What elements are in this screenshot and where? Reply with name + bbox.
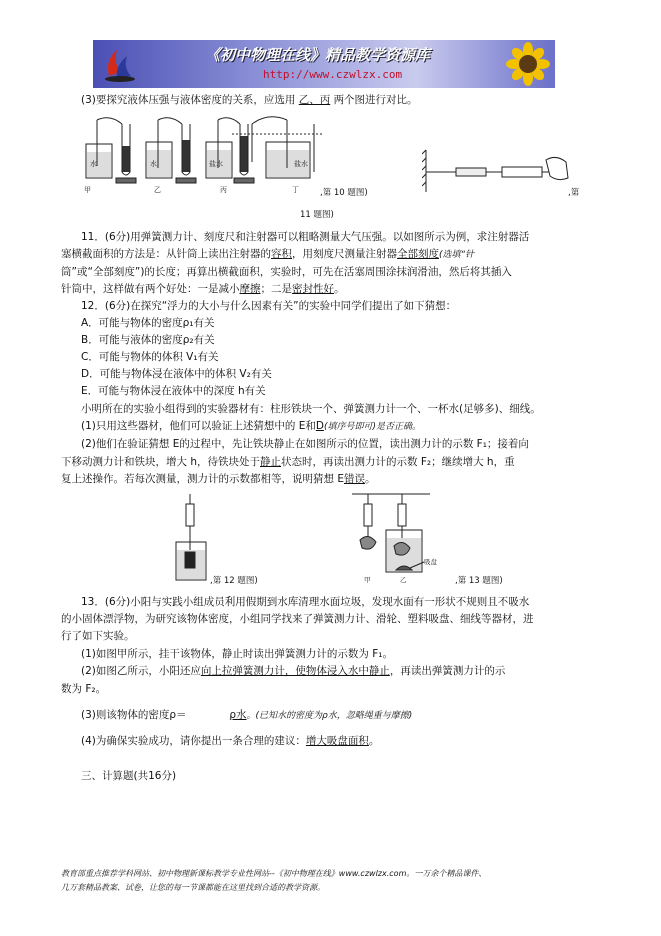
q13-line8: (4)为确保实验成功，请你提出一条合理的建议：增大吸盘面积。 bbox=[81, 735, 380, 747]
fig-label: 甲 bbox=[364, 577, 371, 584]
liquid-label: 盐水 bbox=[209, 161, 223, 168]
answer-blank: 摩擦 bbox=[239, 283, 261, 295]
q13-figure bbox=[350, 492, 450, 584]
q13-line1: 13．(6分)小阳与实践小组成员利用假期到水库清理水面垃圾，发现水面有一形状不规则且不吸水 bbox=[81, 596, 530, 608]
site-banner bbox=[93, 40, 555, 88]
q12-option-d: D．可能与物体浸在液体中的体积 V₂有关 bbox=[81, 368, 272, 380]
liquid-label: 盐水 bbox=[294, 161, 308, 168]
liquid-label: 水 bbox=[90, 161, 97, 168]
footer-line1: 教育部重点推荐学科网站、初中物理新课标教学专业性网站--《初中物理在线》www.czwlzx.com。一万余个精品课件、 bbox=[61, 869, 487, 878]
answer-blank: 静止 bbox=[260, 456, 281, 468]
q12-option-b: B．可能与液体的密度ρ₂有关 bbox=[81, 334, 215, 346]
q13-line4: (1)如图甲所示，挂干该物体，静止时读出弹簧测力计的示数为 F₁。 bbox=[81, 648, 393, 660]
q13-line5: (2)如图乙所示，小阳还应向上拉弹簧测力计，使物体浸入水中静止，再读出弹簧测力计的示 bbox=[81, 665, 506, 677]
answer-blank: 向上拉弹簧测力计，使物体浸入水中静止 bbox=[200, 665, 390, 677]
liquid-label: 水 bbox=[150, 161, 157, 168]
sunflower-icon bbox=[498, 42, 553, 86]
figure-caption: ,第 13 题图) bbox=[455, 576, 503, 586]
fig-label: 丁 bbox=[292, 187, 299, 194]
q12-figure bbox=[170, 492, 220, 584]
q11-line2: 塞横截面积的方法是：从针筒上读出注射器的容积，用刻度尺测量注射器全部刻度(选填“针 bbox=[61, 248, 475, 260]
answer-blank: 容积 bbox=[271, 248, 292, 260]
answer-blank: 增大吸盘面积 bbox=[305, 735, 369, 747]
q12-line7: 小明所在的实验小组得到的实验器材有：柱形铁块一个、弹簧测力计一个、一杯水(足够多)、细线。 bbox=[81, 403, 541, 415]
answer-blank: 全部刻度 bbox=[397, 248, 439, 260]
q12-line9: (2)他们在验证猜想 E的过程中，先让铁块静止在如图所示的位置，读出测力计的示数 F₁；接着向 bbox=[81, 438, 529, 450]
q13-line2: 的小固体漂浮物，为研究该物体密度，小组同学找来了弹簧测力计、滑轮、塑料吸盘、细线等器材，进 bbox=[61, 613, 534, 625]
footer-line2: 几万套精品教案、试卷，让您的每一节课都能在这里找到合适的教学资源。 bbox=[61, 883, 325, 892]
fig-label: 乙 bbox=[400, 577, 407, 584]
banner-url: http://www.czwlzx.com bbox=[263, 68, 403, 81]
q12-line1: 12．(6分)在探究“浮力的大小与什么因素有关”的实验中同学们提出了如下猜想： bbox=[81, 300, 457, 312]
fig-note: 吸盘 bbox=[424, 559, 437, 566]
fig-label: 乙 bbox=[154, 187, 161, 194]
site-logo-icon bbox=[103, 46, 137, 82]
q12-option-c: C．可能与物体的体积 V₁有关 bbox=[81, 351, 219, 363]
q13-line6: 数为 F₂。 bbox=[61, 683, 107, 695]
q10-part3: (3)要探究液体压强与液体密度的关系，应选用 乙、丙 两个图进行对比。 bbox=[81, 94, 418, 106]
answer-blank: 密封性好 bbox=[292, 283, 334, 295]
answer-blank: D bbox=[315, 420, 324, 432]
banner-title: 《初中物理在线》精品教学资源库 bbox=[205, 46, 431, 64]
figure-caption: ,第 10 题图) bbox=[320, 188, 368, 198]
q11-figure bbox=[422, 148, 572, 196]
fig-label: 甲 bbox=[84, 187, 91, 194]
q10-figure bbox=[82, 112, 327, 194]
q12-line10: 下移动测力计和铁块，增大 h，待铁块处于静止状态时，再读出测力计的示数 F₂；继续增大 h，重 bbox=[61, 456, 515, 468]
fig-label: 丙 bbox=[220, 187, 227, 194]
q12-line11: 复上述操作。若每次测量，测力计的示数都相等，说明猜想 E错误。 bbox=[61, 473, 376, 485]
answer-blank: 错误 bbox=[343, 473, 365, 485]
section-heading: 三、计算题(共16分) bbox=[81, 770, 177, 782]
q12-option-e: E．可能与物体浸在液体中的深度 h有关 bbox=[81, 385, 266, 397]
figure-caption: 11 题图) bbox=[300, 210, 334, 220]
q11-line1: 11．(6分)用弹簧测力计、刻度尺和注射器可以粗略测量大气压强。以如图所示为例，求注射器活 bbox=[81, 231, 530, 243]
figure-caption: ,第 bbox=[568, 188, 580, 198]
q11-line3: 筒”或“全部刻度”)的长度；再算出横截面积，实验时，可先在活塞周围涂抹润滑油，然后将其插入 bbox=[61, 266, 512, 278]
q13-line7: (3)则该物体的密度ρ＝ ρ水。(已知水的密度为ρ水，忽略绳重与摩擦) bbox=[81, 709, 413, 721]
q11-line4: 针筒中，这样做有两个好处：一是减小摩擦；二是密封性好。 bbox=[61, 283, 345, 295]
q13-line3: 行了如下实验。 bbox=[61, 630, 135, 642]
q12-option-a: A．可能与物体的密度ρ₁有关 bbox=[81, 317, 215, 329]
answer-blank: 乙、丙 bbox=[298, 94, 331, 106]
answer-blank: ρ水 bbox=[229, 709, 247, 721]
q12-line8: (1)只用这些器材，他们可以验证上述猜想中的 E和D(填序号即可)是否正确。 bbox=[81, 420, 421, 432]
figure-caption: ,第 12 题图) bbox=[210, 576, 258, 586]
